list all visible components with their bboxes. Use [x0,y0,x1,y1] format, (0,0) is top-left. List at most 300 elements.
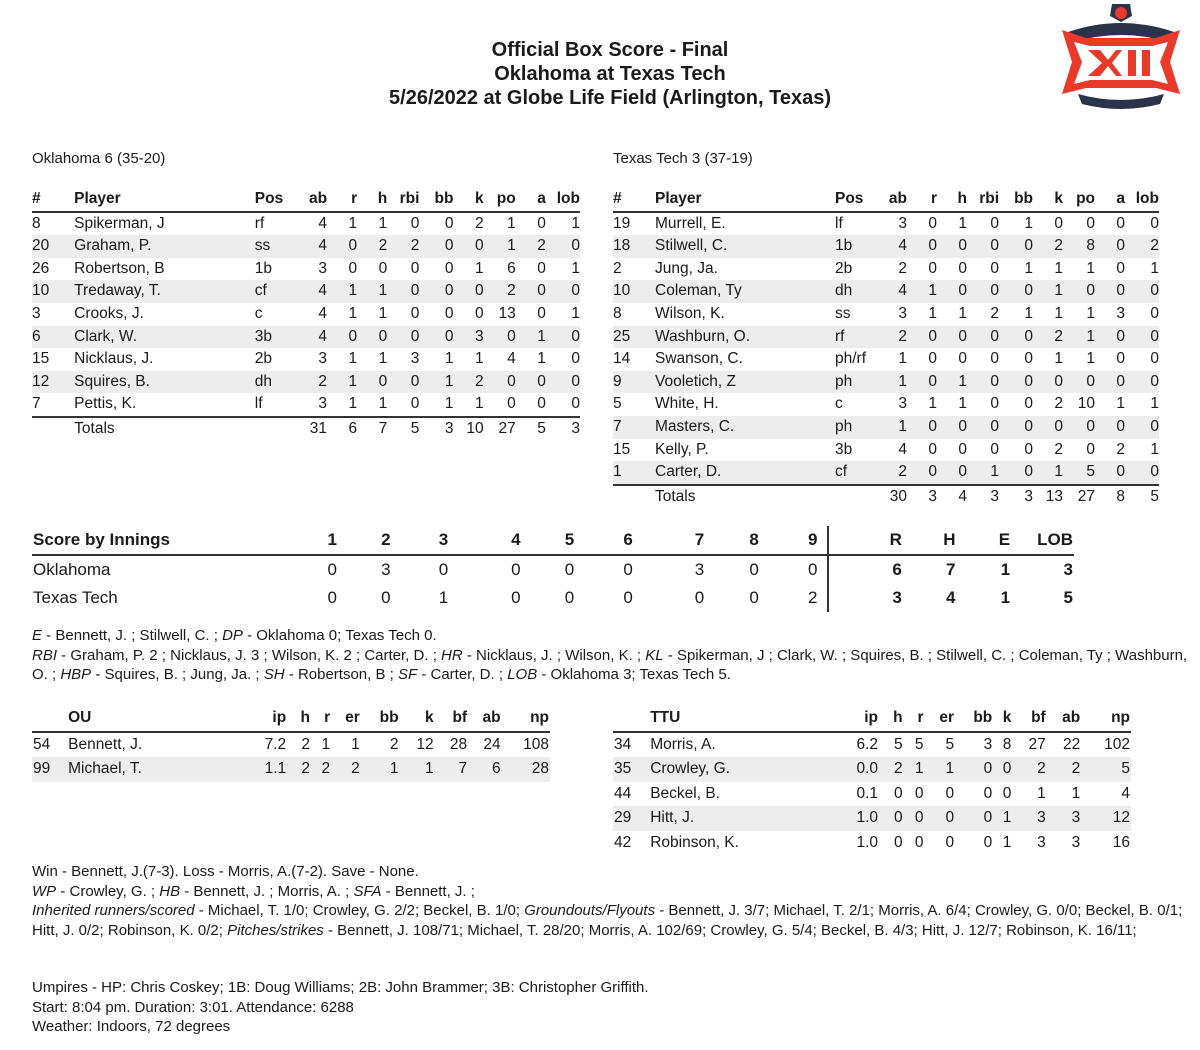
cell-bb: 0 [419,280,453,303]
col-po: po [484,188,516,212]
cell-a: 0 [1116,259,1125,277]
cell-r: 5 [914,735,924,753]
cell-po: 0 [1063,416,1095,439]
inning-runs: 3 [381,560,391,579]
note-key: KL [645,646,664,664]
cell-a: 1 [516,326,546,349]
cell-player: Wilson, K. [655,304,725,322]
cell-ab: 3 [1071,833,1081,851]
cell-pos: ph [835,371,877,394]
cell-bb: 0 [999,326,1033,349]
cell-pos: c [835,395,843,413]
cell-num: 2 [613,259,622,277]
cell-po: 2 [484,280,516,303]
cell-a: 1 [1116,395,1125,413]
weather: Weather: Indoors, 72 degrees [32,1018,231,1035]
cell-r: 0 [907,235,937,258]
total-po: 27 [1063,485,1095,509]
cell-a: 0 [537,214,546,232]
cell-ab: 4 [877,235,907,258]
cell-bf: 28 [449,735,468,753]
cell-r: 0 [327,326,357,349]
col-rbi: rbi [387,188,419,212]
total-player: Totals [74,417,255,441]
total-num [32,417,74,441]
cell-player: White, H. [655,395,719,413]
cell-po: 4 [507,350,516,368]
col-np: np [1081,706,1131,732]
cell-po: 10 [1077,395,1095,413]
cell-num: 34 [614,735,632,753]
cell-player: Robertson, B [74,259,165,277]
cell-lob: 0 [1150,304,1159,322]
cell-rbi: 0 [410,259,420,277]
cell-r: 0 [904,806,925,831]
cell-a: 0 [1095,461,1125,485]
team-total-r: 6 [892,560,902,579]
cell-bf: 27 [1028,735,1046,753]
inning-runs: 0 [438,560,449,579]
col-a: a [516,188,546,212]
cell-h: 1 [958,395,967,413]
col-team: OU [67,706,234,732]
cell-ab: 4 [297,326,327,349]
table-row [613,416,1159,439]
cell-ab: 22 [1062,735,1081,753]
cell-h: 0 [937,280,967,303]
note-key: LOB [507,666,538,683]
team-total-h: 7 [946,560,956,579]
total-lob: LOB [1011,526,1074,555]
cell-r: 0 [914,784,924,802]
col-h: h [287,706,311,732]
total-k: 13 [1033,485,1063,509]
cell-ab: 3 [898,304,907,322]
cell-k: 8 [1002,735,1012,753]
cell-num: 29 [613,806,649,831]
team-name: Texas Tech [33,588,118,607]
cell-pitcher: Beckel, B. [650,784,720,802]
cell-r: 2 [311,757,331,782]
table-row [613,732,1131,758]
cell-bb: 0 [999,235,1033,258]
cell-pos: ph [835,416,877,439]
cell-r: 1 [348,350,358,368]
cell-er: 1 [351,735,360,753]
inning-runs: 0 [511,588,521,607]
team-total-h: 4 [946,588,956,607]
cell-num: 26 [32,259,50,277]
cell-player: Coleman, Ty [655,280,835,303]
cell-pos: lf [254,395,263,413]
pitching-notes [32,862,1192,940]
cell-ip: 0.1 [856,784,879,802]
away-batting-table [32,188,580,441]
cell-lob: 0 [546,326,580,349]
cell-num: 8 [613,304,622,322]
cell-bb: 0 [1024,440,1033,458]
cell-lob: 1 [1150,259,1159,277]
cell-r: 0 [907,371,937,394]
cell-po: 1 [1086,350,1095,368]
col-ab: ab [877,188,907,212]
team-total-lob: 3 [1063,560,1073,579]
cell-k: 12 [416,735,434,753]
cell-num: 20 [32,235,74,258]
cell-rbi: 0 [990,259,999,277]
cell-r: 0 [928,214,937,232]
inning-2: 2 [338,526,392,555]
cell-h: 2 [357,235,387,258]
cell-k: 0 [1054,214,1063,232]
cell-bb: 0 [983,833,993,851]
cell-player: Carter, D. [655,461,835,485]
cell-pitcher: Crowley, G. [649,757,824,782]
cell-k: 1 [474,395,484,413]
cell-bb: 0 [999,461,1033,485]
total-pos [255,417,297,441]
col-er: er [331,706,361,732]
notes-line-wp [32,882,1192,902]
cell-player: Stilwell, C. [655,235,835,258]
cell-np: 108 [523,735,549,753]
cell-h: 5 [894,735,903,753]
team-total-r: 3 [892,588,902,607]
total-e: E [957,526,1012,555]
cell-lob: 1 [571,259,580,277]
cell-h: 0 [357,326,387,349]
total-rbi: 3 [967,485,999,509]
cell-lob: 0 [1150,214,1159,232]
cell-np: 12 [1081,806,1131,831]
cell-player: Graham, P. [74,235,255,258]
cell-rbi: 3 [410,350,420,368]
cell-k: 1 [1054,259,1063,277]
cell-player: Pettis, K. [74,395,137,413]
col-num: # [613,188,655,212]
total-lob: 5 [1125,485,1159,509]
inning-runs: 0 [623,588,633,607]
cell-bb: 0 [999,371,1033,394]
total-h: 7 [357,417,387,441]
note-key: E [32,627,43,644]
cell-bb: 0 [444,259,454,277]
col-np: np [502,706,550,732]
cell-num: 5 [613,395,622,413]
cell-ab: 4 [297,280,327,303]
cell-k: 1 [1054,350,1063,368]
total-a: 8 [1095,485,1125,509]
cell-ab: 6 [468,757,502,782]
cell-bb: 0 [419,235,453,258]
cell-a: 0 [1095,326,1125,349]
table-row [613,393,1159,416]
cell-ip: 1.0 [824,806,879,831]
cell-po: 8 [1063,235,1095,258]
cell-k: 1 [474,259,484,277]
cell-ab: 4 [318,214,328,232]
cell-lob: 0 [546,235,580,258]
cell-er: 0 [925,806,956,831]
table-row [32,757,550,782]
inning-runs: 1 [438,588,449,607]
note-key: HBP [60,666,92,683]
cell-h: 1 [378,214,388,232]
cell-h: 1 [357,280,387,303]
cell-num: 42 [614,833,632,851]
cell-player: Jung, Ja. [655,259,718,277]
note-value: - Bennett, J. 108/71; Michael, T. 28/20; Morris, A. 102/69; Crowley, G. 5/4; Beckel, B. 4/3; Hitt, J. 12/7; Robinson, K. 16/11; [323,921,1137,939]
cell-k: 2 [1054,395,1063,413]
cell-po: 1 [1063,326,1095,349]
cell-pitcher: Bennett, J. [68,735,143,753]
table-row [32,371,580,394]
header-row [32,526,1074,555]
cell-rbi: 0 [410,214,420,232]
col-h: h [357,188,387,212]
cell-pos: 1b [835,235,877,258]
cell-a: 0 [537,304,546,322]
cell-player: Murrell, E. [655,214,726,232]
cell-a: 0 [516,280,546,303]
notes-line-rbi [32,646,1192,685]
cell-a: 0 [537,395,546,413]
cell-er: 1 [925,757,956,782]
cell-ab: 1 [898,350,907,368]
col-r: r [327,188,357,212]
cell-r: 0 [907,416,937,439]
cell-pos: dh [835,280,877,303]
cell-num: 35 [613,757,649,782]
col-lob: lob [546,188,580,212]
cell-r: 0 [928,350,937,368]
cell-k: 2 [1033,235,1063,258]
cell-bb: 0 [999,416,1033,439]
col-bb: bb [361,706,400,732]
col-h: h [879,706,904,732]
cell-bb: 0 [999,280,1033,303]
cell-ab: 2 [877,326,907,349]
inning-runs: 0 [623,560,633,579]
note-key: HR [441,646,463,664]
cell-num: 8 [32,214,41,232]
cell-h: 0 [937,326,967,349]
cell-rbi: 0 [387,280,419,303]
cell-a: 0 [1116,350,1125,368]
cell-po: 0 [1086,440,1095,458]
date-venue: 5/26/2022 at Globe Life Field (Arlington, Texas) [389,87,831,109]
inning-runs: 0 [749,588,759,607]
note-value: - Michael, T. 1/0; Crowley, G. 2/2; Beckel, B. 1/0; [194,902,525,919]
col-lob: lob [1125,188,1159,212]
note-value: - Carter, D. ; [417,666,508,683]
cell-er: 0 [945,833,955,851]
cell-pitcher: Hitt, J. [649,806,824,831]
inning-runs: 0 [749,560,759,579]
cell-k: 0 [1033,371,1063,394]
team-total-e: 1 [1000,560,1011,579]
table-row [613,371,1159,394]
cell-a: 0 [1095,280,1125,303]
cell-po: 0 [1063,280,1095,303]
cell-pos: 3b [835,440,853,458]
cell-lob: 1 [571,214,580,232]
page-header [0,38,1200,110]
cell-pos: 1b [254,259,273,277]
col-ab: ab [1047,706,1081,732]
linescore-row [32,555,1074,584]
cell-k: 2 [1054,440,1063,458]
cell-lob: 0 [571,350,580,368]
col-pos: Pos [835,188,877,212]
cell-po: 0 [484,371,516,394]
cell-pos: ss [255,235,297,258]
inning-runs: 0 [327,588,338,607]
table-row [32,212,580,236]
cell-num: 19 [613,214,631,232]
cell-np: 16 [1112,833,1130,851]
cell-player: Swanson, C. [655,350,743,368]
page-title: Official Box Score - Final [491,39,729,61]
inning-runs: 2 [760,584,829,612]
cell-k: 2 [453,371,483,394]
cell-h: 1 [958,214,967,232]
col-bb: bb [955,706,993,732]
cell-lob: 1 [1150,395,1159,413]
note-key: Inherited runners/scored [32,902,195,919]
start-duration-attendance: Start: 8:04 pm. Duration: 3:01. Attendance: 6288 [32,998,354,1016]
cell-num: 9 [613,371,655,394]
table-row [32,348,580,371]
cell-r: 1 [348,214,358,232]
note-value: - Squires, B. ; Jung, Ja. ; [91,666,264,683]
cell-r: 1 [321,735,331,753]
table-row [613,280,1159,303]
cell-h: 0 [958,350,967,368]
table-row [32,280,580,303]
note-key: Groundouts/Flyouts [524,902,656,919]
total-lob: 3 [546,417,580,441]
total-ab: 31 [297,417,327,441]
note-key: HB [159,882,181,900]
cell-pitcher: Robinson, K. [650,833,739,851]
cell-a: 0 [516,371,546,394]
total-h: 4 [937,485,967,509]
cell-r: 1 [928,304,937,322]
cell-bb: 1 [444,350,454,368]
cell-bb: 2 [389,735,399,753]
cell-lob: 1 [571,304,580,322]
cell-np: 102 [1104,735,1130,753]
cell-bf: 3 [1012,806,1046,831]
cell-k: 2 [474,214,484,232]
note-value: - Bennett, J. ; Stilwell, C. ; [42,627,223,644]
inning-runs: 0 [327,560,338,579]
cell-k: 1 [1033,461,1063,485]
cell-player: Crooks, J. [74,304,144,322]
cell-num: 10 [32,280,74,303]
cell-num: 99 [32,757,67,782]
cell-bb: 0 [1024,350,1033,368]
cell-rbi: 0 [967,235,999,258]
cell-h: 0 [894,833,903,851]
cell-np: 5 [1081,757,1131,782]
cell-po: 5 [1063,461,1095,485]
cell-bb: 0 [419,326,453,349]
cell-h: 0 [894,784,903,802]
header-row [32,706,550,732]
cell-ip: 6.2 [856,735,879,753]
cell-pitcher: Morris, A. [650,735,716,753]
cell-po: 1 [1086,304,1095,322]
cell-bb: 1 [1024,304,1033,322]
cell-num: 3 [32,304,41,322]
cell-h: 0 [958,440,967,458]
cell-h: 0 [937,235,967,258]
cell-bf: 3 [1037,833,1046,851]
cell-k: 0 [453,235,483,258]
cell-lob: 0 [1125,280,1159,303]
cell-pitcher: Michael, T. [67,757,234,782]
notes-line-errors [32,626,1192,646]
cell-er: 2 [331,757,361,782]
col-k: k [453,188,483,212]
cell-h: 1 [937,371,967,394]
cell-num: 25 [613,326,655,349]
decisions: Win - Bennett, J.(7-3). Loss - Morris, A.(7-2). Save - None. [32,863,419,880]
cell-r: 1 [348,304,358,322]
totals-row [32,417,580,441]
cell-k: 3 [453,326,483,349]
col-ab: ab [468,706,502,732]
cell-pos: dh [255,371,297,394]
cell-player: Clark, W. [74,326,255,349]
col-a: a [1095,188,1125,212]
cell-np: 28 [502,757,550,782]
cell-r: 1 [904,757,925,782]
cell-bb: 1 [361,757,400,782]
inning-runs: 3 [694,560,705,579]
game-info [32,978,1192,1037]
col-pos: Pos [255,188,297,212]
col-bb: bb [999,188,1033,212]
cell-ab: 2 [297,371,327,394]
col-r: r [311,706,331,732]
cell-k: 1 [1033,280,1063,303]
cell-po: 0 [1086,214,1095,232]
cell-bb: 1 [419,371,453,394]
cell-bb: 0 [1024,395,1033,413]
cell-pos: 3b [255,326,297,349]
inning-4: 4 [449,526,521,555]
cell-pos: cf [835,461,877,485]
cell-h: 0 [958,259,967,277]
cell-rbi: 0 [410,395,420,413]
table-row [32,732,550,758]
table-row [613,461,1159,485]
total-rbi: 5 [387,417,419,441]
total-a: 5 [516,417,546,441]
cell-r: 1 [348,395,358,413]
col-rbi: rbi [967,188,999,212]
cell-pos: cf [255,280,297,303]
team-total-lob: 5 [1063,588,1073,607]
cell-rbi: 0 [387,371,419,394]
total-h: H [903,526,957,555]
cell-rbi: 0 [387,326,419,349]
cell-h: 0 [937,416,967,439]
cell-ab: 3 [318,350,328,368]
